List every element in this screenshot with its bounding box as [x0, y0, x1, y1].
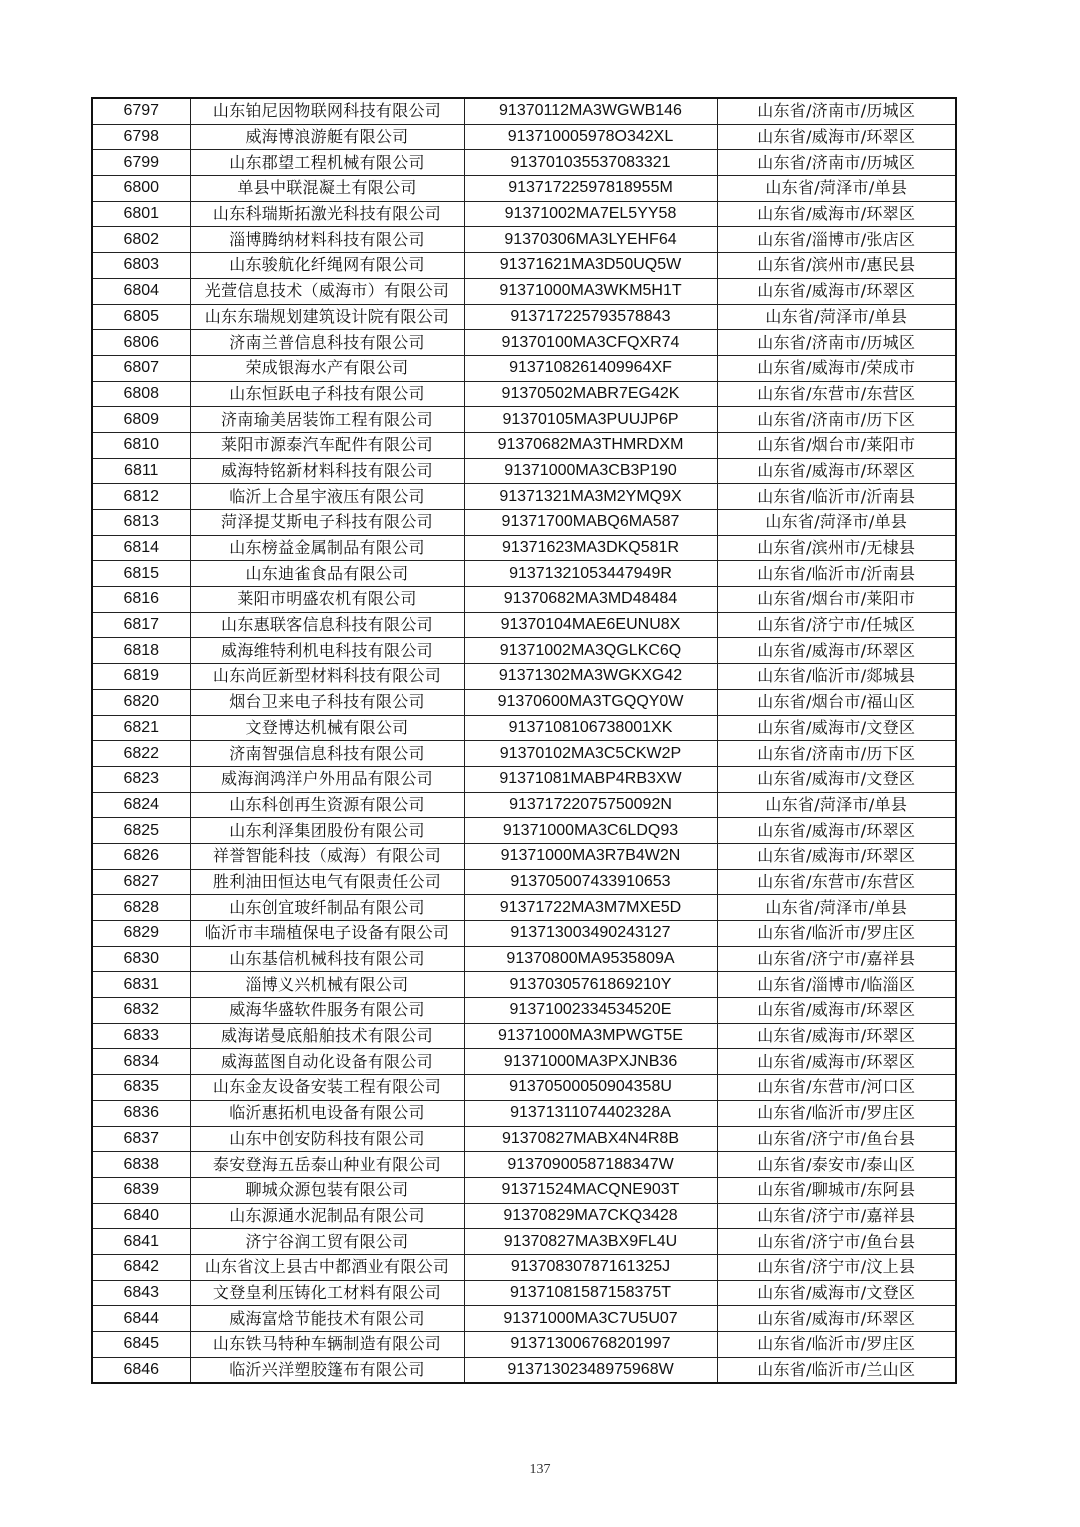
company-name-cell: 山东利泽集团股份有限公司 [190, 818, 464, 844]
region-cell: 山东省/济宁市/鱼台县 [717, 1229, 956, 1255]
credit-code-cell: 91371623MA3DKQ581R [464, 535, 717, 561]
table-row [92, 612, 956, 638]
credit-code-cell: 91370104MAE6EUNU8X [464, 612, 717, 638]
table-row [92, 1152, 956, 1178]
table-row [92, 98, 956, 124]
company-name-cell: 菏泽提艾斯电子科技有限公司 [190, 510, 464, 536]
region-cell: 山东省/济宁市/嘉祥县 [717, 1203, 956, 1229]
row-number-cell: 6822 [92, 741, 190, 767]
company-name-cell: 胜利油田恒达电气有限责任公司 [190, 869, 464, 895]
region-cell: 山东省/威海市/环翠区 [717, 278, 956, 304]
credit-code-cell: 91370829MA7CKQ3428 [464, 1203, 717, 1229]
region-cell: 山东省/东营市/河口区 [717, 1075, 956, 1101]
credit-code-cell: 91371722597818955M [464, 176, 717, 202]
row-number-cell: 6827 [92, 869, 190, 895]
row-number-cell: 6813 [92, 510, 190, 536]
company-name-cell: 山东惠联客信息科技有限公司 [190, 612, 464, 638]
region-cell: 山东省/威海市/文登区 [717, 1280, 956, 1306]
region-cell: 山东省/威海市/文登区 [717, 766, 956, 792]
company-name-cell: 山东省汶上县古中都酒业有限公司 [190, 1254, 464, 1280]
credit-code-cell: 91371000MA3PXJNB36 [464, 1049, 717, 1075]
region-cell: 山东省/济南市/历下区 [717, 741, 956, 767]
company-name-cell: 荣成银海水产有限公司 [190, 355, 464, 381]
region-cell: 山东省/威海市/环翠区 [717, 201, 956, 227]
table-row [92, 715, 956, 741]
credit-code-cell: 91371000MA3C6LDQ93 [464, 818, 717, 844]
region-cell: 山东省/临沂市/兰山区 [717, 1357, 956, 1383]
region-cell: 山东省/烟台市/福山区 [717, 689, 956, 715]
company-name-cell: 山东东瑞规划建筑设计院有限公司 [190, 304, 464, 330]
table-row [92, 1280, 956, 1306]
company-name-cell: 山东源通水泥制品有限公司 [190, 1203, 464, 1229]
table-row [92, 304, 956, 330]
table-body [92, 98, 956, 1383]
row-number-cell: 6815 [92, 561, 190, 587]
table-row [92, 972, 956, 998]
table-row [92, 1332, 956, 1358]
row-number-cell: 6844 [92, 1306, 190, 1332]
row-number-cell: 6826 [92, 843, 190, 869]
row-number-cell: 6804 [92, 278, 190, 304]
table-row [92, 1203, 956, 1229]
row-number-cell: 6818 [92, 638, 190, 664]
table-row [92, 921, 956, 947]
company-name-cell: 山东科创再生资源有限公司 [190, 792, 464, 818]
table-row [92, 561, 956, 587]
table-row [92, 1357, 956, 1383]
region-cell: 山东省/临沂市/沂南县 [717, 484, 956, 510]
table-row [92, 1126, 956, 1152]
region-cell: 山东省/济宁市/任城区 [717, 612, 956, 638]
credit-code-cell: 913705007433910653 [464, 869, 717, 895]
company-name-cell: 山东恒跃电子科技有限公司 [190, 381, 464, 407]
company-name-cell: 临沂市丰瑞植保电子设备有限公司 [190, 921, 464, 947]
company-name-cell: 威海蓝图自动化设备有限公司 [190, 1049, 464, 1075]
company-name-cell: 济宁谷润工贸有限公司 [190, 1229, 464, 1255]
row-number-cell: 6846 [92, 1357, 190, 1383]
row-number-cell: 6835 [92, 1075, 190, 1101]
company-name-cell: 淄博腾纳材料科技有限公司 [190, 227, 464, 253]
company-name-cell: 山东榜益金属制品有限公司 [190, 535, 464, 561]
company-name-cell: 济南瑜美居装饰工程有限公司 [190, 407, 464, 433]
company-name-cell: 文登博达机械有限公司 [190, 715, 464, 741]
row-number-cell: 6800 [92, 176, 190, 202]
table-row [92, 150, 956, 176]
region-cell: 山东省/菏泽市/单县 [717, 895, 956, 921]
region-cell: 山东省/菏泽市/单县 [717, 510, 956, 536]
region-cell: 山东省/济南市/历城区 [717, 330, 956, 356]
row-number-cell: 6830 [92, 946, 190, 972]
row-number-cell: 6821 [92, 715, 190, 741]
region-cell: 山东省/威海市/环翠区 [717, 1306, 956, 1332]
company-name-cell: 威海诺曼底船舶技术有限公司 [190, 1023, 464, 1049]
table-row [92, 689, 956, 715]
table-row [92, 587, 956, 613]
region-cell: 山东省/临沂市/沂南县 [717, 561, 956, 587]
row-number-cell: 6819 [92, 664, 190, 690]
row-number-cell: 6816 [92, 587, 190, 613]
region-cell: 山东省/菏泽市/单县 [717, 176, 956, 202]
table-row [92, 818, 956, 844]
region-cell: 山东省/威海市/环翠区 [717, 998, 956, 1024]
table-row [92, 407, 956, 433]
table-row [92, 1229, 956, 1255]
company-name-cell: 山东基信机械科技有限公司 [190, 946, 464, 972]
credit-code-cell: 913717225793578843 [464, 304, 717, 330]
row-number-cell: 6831 [92, 972, 190, 998]
row-number-cell: 6829 [92, 921, 190, 947]
credit-code-cell: 9137108106738001XK [464, 715, 717, 741]
table-row [92, 1177, 956, 1203]
region-cell: 山东省/济宁市/鱼台县 [717, 1126, 956, 1152]
table-row [92, 1023, 956, 1049]
row-number-cell: 6811 [92, 458, 190, 484]
credit-code-cell: 91370827MABX4N4R8B [464, 1126, 717, 1152]
table-row [92, 1075, 956, 1101]
credit-code-cell: 91370600MA3TGQQY0W [464, 689, 717, 715]
company-name-cell: 临沂上合星宇液压有限公司 [190, 484, 464, 510]
company-name-cell: 山东中创安防科技有限公司 [190, 1126, 464, 1152]
company-name-cell: 威海润鸿洋户外用品有限公司 [190, 766, 464, 792]
company-name-cell: 山东郡望工程机械有限公司 [190, 150, 464, 176]
page-number: 137 [529, 1462, 551, 1477]
credit-code-cell: 91371302348975968W [464, 1357, 717, 1383]
credit-code-cell: 91371321MA3M2YMQ9X [464, 484, 717, 510]
table-row [92, 895, 956, 921]
region-cell: 山东省/烟台市/莱阳市 [717, 587, 956, 613]
company-name-cell: 祥誉智能科技（威海）有限公司 [190, 843, 464, 869]
region-cell: 山东省/济南市/历下区 [717, 407, 956, 433]
credit-code-cell: 91371321053447949R [464, 561, 717, 587]
credit-code-cell: 91370800MA9535809A [464, 946, 717, 972]
table-row [92, 1049, 956, 1075]
region-cell: 山东省/东营市/东营区 [717, 869, 956, 895]
table-row [92, 843, 956, 869]
table-row [92, 1254, 956, 1280]
row-number-cell: 6837 [92, 1126, 190, 1152]
row-number-cell: 6805 [92, 304, 190, 330]
company-name-cell: 威海博浪游艇有限公司 [190, 124, 464, 150]
region-cell: 山东省/济宁市/嘉祥县 [717, 946, 956, 972]
company-name-cell: 单县中联混凝土有限公司 [190, 176, 464, 202]
table-row [92, 278, 956, 304]
row-number-cell: 6828 [92, 895, 190, 921]
region-cell: 山东省/威海市/环翠区 [717, 818, 956, 844]
row-number-cell: 6817 [92, 612, 190, 638]
credit-code-cell: 91370305761869210Y [464, 972, 717, 998]
region-cell: 山东省/临沂市/罗庄区 [717, 921, 956, 947]
row-number-cell: 6809 [92, 407, 190, 433]
credit-code-cell: 91371000MA3WKM5H1T [464, 278, 717, 304]
credit-code-cell: 91371722MA3M7MXE5D [464, 895, 717, 921]
table-row [92, 869, 956, 895]
credit-code-cell: 913701035537083321 [464, 150, 717, 176]
company-name-cell: 山东尚匠新型材料科技有限公司 [190, 664, 464, 690]
company-name-cell: 威海华盛软件服务有限公司 [190, 998, 464, 1024]
company-name-cell: 莱阳市明盛农机有限公司 [190, 587, 464, 613]
table-row [92, 664, 956, 690]
table-row [92, 124, 956, 150]
credit-code-cell: 91370682MA3THMRDXM [464, 432, 717, 458]
credit-code-cell: 91370105MA3PUUJP6P [464, 407, 717, 433]
row-number-cell: 6798 [92, 124, 190, 150]
region-cell: 山东省/聊城市/东阿县 [717, 1177, 956, 1203]
credit-code-cell: 91371000MA3CB3P190 [464, 458, 717, 484]
credit-code-cell: 91371081587158375T [464, 1280, 717, 1306]
table-row [92, 998, 956, 1024]
row-number-cell: 6824 [92, 792, 190, 818]
credit-code-cell: 913713003490243127 [464, 921, 717, 947]
table-row [92, 535, 956, 561]
region-cell: 山东省/临沂市/郯城县 [717, 664, 956, 690]
company-name-cell: 山东创宜玻纤制品有限公司 [190, 895, 464, 921]
company-name-cell: 聊城众源包装有限公司 [190, 1177, 464, 1203]
region-cell: 山东省/临沂市/罗庄区 [717, 1100, 956, 1126]
region-cell: 山东省/威海市/环翠区 [717, 458, 956, 484]
table-row [92, 766, 956, 792]
company-name-cell: 光萱信息技术（威海市）有限公司 [190, 278, 464, 304]
credit-code-cell: 91371524MACQNE903T [464, 1177, 717, 1203]
region-cell: 山东省/威海市/环翠区 [717, 843, 956, 869]
credit-code-cell: 91371002MA3QGLKC6Q [464, 638, 717, 664]
company-name-cell: 文登皇利压铸化工材料有限公司 [190, 1280, 464, 1306]
company-name-cell: 威海维特利机电科技有限公司 [190, 638, 464, 664]
company-name-cell: 济南智强信息科技有限公司 [190, 741, 464, 767]
company-name-cell: 烟台卫来电子科技有限公司 [190, 689, 464, 715]
credit-code-cell: 91370900587188347W [464, 1152, 717, 1178]
row-number-cell: 6840 [92, 1203, 190, 1229]
row-number-cell: 6806 [92, 330, 190, 356]
table-row [92, 381, 956, 407]
row-number-cell: 6810 [92, 432, 190, 458]
table-row [92, 355, 956, 381]
region-cell: 山东省/威海市/荣成市 [717, 355, 956, 381]
row-number-cell: 6803 [92, 253, 190, 279]
credit-code-cell: 91370502MABR7EG42K [464, 381, 717, 407]
region-cell: 山东省/东营市/东营区 [717, 381, 956, 407]
company-name-cell: 威海特铭新材料科技有限公司 [190, 458, 464, 484]
company-name-cell: 威海富焓节能技术有限公司 [190, 1306, 464, 1332]
row-number-cell: 6820 [92, 689, 190, 715]
table-row [92, 253, 956, 279]
region-cell: 山东省/威海市/环翠区 [717, 638, 956, 664]
company-name-cell: 山东科瑞斯拓激光科技有限公司 [190, 201, 464, 227]
company-name-cell: 山东铁马特种车辆制造有限公司 [190, 1332, 464, 1358]
credit-code-cell: 91371000MA3MPWGT5E [464, 1023, 717, 1049]
row-number-cell: 6839 [92, 1177, 190, 1203]
credit-code-cell: 91371000MA3C7U5U07 [464, 1306, 717, 1332]
table-row [92, 330, 956, 356]
table-row [92, 176, 956, 202]
region-cell: 山东省/临沂市/罗庄区 [717, 1332, 956, 1358]
row-number-cell: 6808 [92, 381, 190, 407]
company-name-cell: 莱阳市源泰汽车配件有限公司 [190, 432, 464, 458]
row-number-cell: 6823 [92, 766, 190, 792]
credit-code-cell: 91371700MABQ6MA587 [464, 510, 717, 536]
company-name-cell: 山东铂尼因物联网科技有限公司 [190, 98, 464, 124]
row-number-cell: 6812 [92, 484, 190, 510]
credit-code-cell: 91370102MA3C5CKW2P [464, 741, 717, 767]
region-cell: 山东省/菏泽市/单县 [717, 792, 956, 818]
credit-code-cell: 91371302MA3WGKXG42 [464, 664, 717, 690]
credit-code-cell: 91371000MA3R7B4W2N [464, 843, 717, 869]
company-name-cell: 山东金友设备安装工程有限公司 [190, 1075, 464, 1101]
region-cell: 山东省/济宁市/汶上县 [717, 1254, 956, 1280]
table-row [92, 201, 956, 227]
table-row [92, 458, 956, 484]
credit-code-cell: 91370682MA3MD48484 [464, 587, 717, 613]
region-cell: 山东省/威海市/环翠区 [717, 1023, 956, 1049]
region-cell: 山东省/淄博市/临淄区 [717, 972, 956, 998]
table-row [92, 484, 956, 510]
company-registry-table [91, 97, 957, 1384]
row-number-cell: 6825 [92, 818, 190, 844]
credit-code-cell: 91370100MA3CFQXR74 [464, 330, 717, 356]
row-number-cell: 6843 [92, 1280, 190, 1306]
region-cell: 山东省/烟台市/莱阳市 [717, 432, 956, 458]
credit-code-cell: 91371081MABP4RB3XW [464, 766, 717, 792]
region-cell: 山东省/淄博市/张店区 [717, 227, 956, 253]
row-number-cell: 6834 [92, 1049, 190, 1075]
company-name-cell: 临沂惠拓机电设备有限公司 [190, 1100, 464, 1126]
row-number-cell: 6799 [92, 150, 190, 176]
table-row [92, 638, 956, 664]
credit-code-cell: 91371002334534520E [464, 998, 717, 1024]
row-number-cell: 6845 [92, 1332, 190, 1358]
credit-code-cell: 91370500050904358U [464, 1075, 717, 1101]
row-number-cell: 6797 [92, 98, 190, 124]
region-cell: 山东省/济南市/历城区 [717, 150, 956, 176]
region-cell: 山东省/威海市/环翠区 [717, 124, 956, 150]
table-row [92, 432, 956, 458]
credit-code-cell: 91371722075750092N [464, 792, 717, 818]
company-name-cell: 山东迪雀食品有限公司 [190, 561, 464, 587]
row-number-cell: 6841 [92, 1229, 190, 1255]
credit-code-cell: 91371621MA3D50UQ5W [464, 253, 717, 279]
credit-code-cell: 91371311074402328A [464, 1100, 717, 1126]
table-row [92, 227, 956, 253]
region-cell: 山东省/菏泽市/单县 [717, 304, 956, 330]
credit-code-cell: 913713006768201997 [464, 1332, 717, 1358]
credit-code-cell: 91370827MA3BX9FL4U [464, 1229, 717, 1255]
credit-code-cell: 913710005978O342XL [464, 124, 717, 150]
table-row [92, 741, 956, 767]
company-name-cell: 淄博义兴机械有限公司 [190, 972, 464, 998]
table-row [92, 792, 956, 818]
table-row [92, 510, 956, 536]
table-row [92, 1306, 956, 1332]
row-number-cell: 6836 [92, 1100, 190, 1126]
row-number-cell: 6807 [92, 355, 190, 381]
credit-code-cell: 91370306MA3LYEHF64 [464, 227, 717, 253]
region-cell: 山东省/济南市/历城区 [717, 98, 956, 124]
credit-code-cell: 9137108261409964XF [464, 355, 717, 381]
row-number-cell: 6802 [92, 227, 190, 253]
table-row [92, 946, 956, 972]
row-number-cell: 6814 [92, 535, 190, 561]
company-name-cell: 山东骏航化纤绳网有限公司 [190, 253, 464, 279]
row-number-cell: 6832 [92, 998, 190, 1024]
row-number-cell: 6833 [92, 1023, 190, 1049]
row-number-cell: 6801 [92, 201, 190, 227]
company-name-cell: 济南兰普信息科技有限公司 [190, 330, 464, 356]
region-cell: 山东省/滨州市/无棣县 [717, 535, 956, 561]
company-name-cell: 临沂兴洋塑胶篷布有限公司 [190, 1357, 464, 1383]
row-number-cell: 6842 [92, 1254, 190, 1280]
region-cell: 山东省/威海市/环翠区 [717, 1049, 956, 1075]
company-name-cell: 泰安登海五岳泰山种业有限公司 [190, 1152, 464, 1178]
credit-code-cell: 91371002MA7EL5YY58 [464, 201, 717, 227]
row-number-cell: 6838 [92, 1152, 190, 1178]
table-row [92, 1100, 956, 1126]
region-cell: 山东省/泰安市/泰山区 [717, 1152, 956, 1178]
region-cell: 山东省/威海市/文登区 [717, 715, 956, 741]
region-cell: 山东省/滨州市/惠民县 [717, 253, 956, 279]
credit-code-cell: 91370112MA3WGWB146 [464, 98, 717, 124]
credit-code-cell: 91370830787161325J [464, 1254, 717, 1280]
